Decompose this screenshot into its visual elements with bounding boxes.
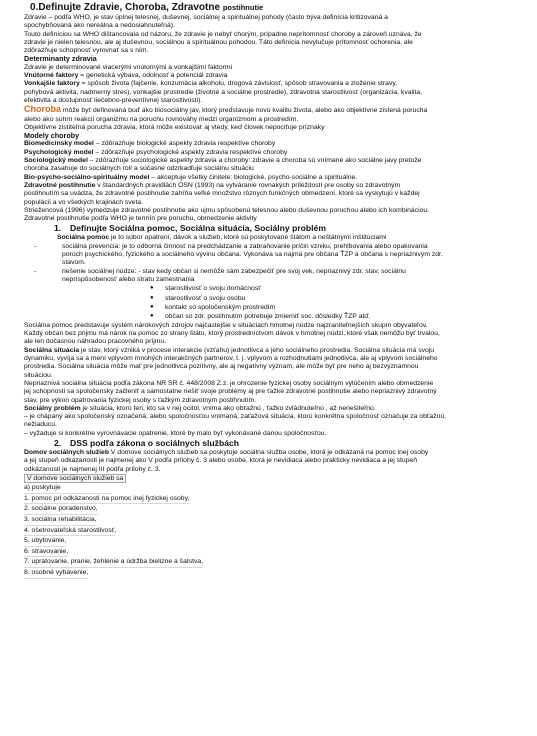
vonkajsie-faktory-1: Vonkajšie faktory = spôsob života (fajčenie, konzumácia alkoholu, drogová závislosť, spôsob stravovania a zloženie stravy, (24, 80, 398, 88)
list-item: 8. osobné vybavenie, (24, 568, 88, 579)
model-psychologicky: Psychologický model – zdôrazňuje psychologické aspekty zdravia respektíve choroby (24, 148, 288, 156)
choroba-line-2: alebo ako súhrn reakcií organizmu na poruchu rovnováhy medzi organizmom a prostredím. (24, 115, 299, 123)
list-item: 5. ubytovanie, (24, 536, 66, 547)
nepriaznive-3: stav, pre výkon opatrovania fyzickej osoby s ťažkým zdravotným postihnutím. (24, 396, 257, 404)
section-2-title: 2. DSS podľa zákona o sociálnych službách (54, 437, 240, 448)
zdravotne-postihnutie-1: Zdravotné postihnutie v štandardných pravidlách OSN (1993) na vytváranie rovnakých príležitostí pre osoby so zdravotným (24, 181, 401, 189)
nepriaznive-2: jej schopnosti sa spoločensky začleniť a samostatne riešiť svoje problémy aj pre ťažké zdravotné postihnutie alebo nepriaznivý zdravotný (24, 388, 437, 396)
zdravie-line-5: zdôrazňuje schopnosť vyrovnať sa s ním. (24, 47, 149, 55)
model-bio-psycho: Bio-psycho-sociálno-spirituálny model – akceptuje všetky činitele: biologické, psycho-sociálne a spirituálne. (24, 173, 358, 181)
determinanty-line: Zdravie je determinované viacerými vnútornými a vonkajšími faktormi (24, 63, 233, 71)
dash-item-nudza: - riešenie sociálnej núdze: - stav kedy občan si nemôže sám zabezpečiť pre svoj vek, nepriaznivý zdr. stav, sociálnu nepríspôsobenosť alebo stratu zamestnania (34, 267, 406, 283)
v-domove-line (24, 474, 527, 483)
list-item: 1. pomoc pri odkázanosti na pomoc inej fyzickej osoby, (24, 494, 189, 505)
para-socialna-pomoc-3: ale len dočasnou náhradou pracovného príjmu. (24, 338, 167, 346)
model-sociologicky: Sociologický model – zdôrazňuje sociologické aspekty zdravia a choroby: zdravie a choroba sú vnímané ako sociálne javy pretože (24, 157, 422, 165)
nepriaznive-1: Nepriaznivá sociálna situácia podľa zákona NR SR č. 448/2008 Z.z. je ohrozenie fyzickej osoby sociálnym vylúčením alebo obmedzenie (24, 379, 434, 387)
socialny-problem-1: Sociálny problém je situácia, ktorú ten, kto sa v nej ocitol, vníma ako obťažnú , ťažko zvládnuteľnú , až neriešiteľnú. (24, 404, 376, 412)
socialna-situacia-2: dynamiku, vyvíja sa a mení vplyvom mnohých interakčných partnerov, t. j. vplyvom a rozhodnutiami jednotlivca, ale aj vplyvom sociálneho (24, 355, 438, 363)
domov-line-3: odkázanosti je najmenej III podľa prílohy č. 3. (24, 465, 161, 473)
text-selection-highlight[interactable]: V domove sociálnych služieb sa (24, 474, 126, 483)
socialna-pomoc-line: Sociálna pomoc je to súbor opatrení, dávok a služieb, ktoré sú poskytované štátom a neštátnymi inštitúciami (57, 234, 387, 242)
socialna-situacia-4: situáciou. (24, 371, 53, 379)
model-sociologicky-cont: choroba zasahuje do sociálnych rolí a súčasne odzrkadľuje sociálnu situáciu (24, 165, 254, 173)
vonkajsie-faktory-3: efektivita a dostupnosť liečebno-preventívnej starostlivosti). (24, 96, 203, 104)
list-item: 7. upratovanie, pranie, žehlenie a údržba bielizne a šatstva, (24, 557, 203, 568)
vonkajsie-faktory-2: pohybová aktivita, nadmerný stres), vonkajšie prostredie (životné a sociálne prostredie), zdravotná starostlivosť (organizácia, kvalita, (24, 88, 423, 96)
zdravie-line-3: Touto definíciou sa WHO dištancovala od názoru, že zdravie je nebyť chorým, prípadne neprítomnosť choroby a zároveň uznáva, že (24, 30, 422, 38)
zdravie-line-4: zdravie je nielen telesnou, ale aj duševnou, sociálnou a spirituálnou pohodou. Táto definícia nevylučuje prítomnosť ochorenia, ale (24, 38, 413, 46)
section-1-title: 1. Definujte Sociálna pomoc, Sociálna situácia, Sociálny problém (54, 223, 326, 234)
choroba-line-3: Objektívne zistiteľná porucha zdravia, ktorá môže existovať aj vtedy, keď človek nepociťuje príznaky (24, 123, 325, 131)
socialny-problem-2: – je chápaný ako spoločenský označená, alebo spoločnosťou vnímaná, zaťažová situácia, ktorú konkrétna spoločnosť označuje za obťažnú, (24, 413, 447, 421)
bullet-item: ● kontakt so spoločenským prostredím (150, 304, 276, 312)
socialny-problem-3: nežiaducu. (24, 421, 57, 429)
list-item: 2. sociálne poradenstvo, (24, 504, 98, 515)
socialna-situacia-1: Sociálna situácia je stav, ktorý vzniká v procese interakcie (vzťahu) jednotlivca a jeho sociálneho prostredia. Sociálna situácia má svoju (24, 346, 435, 354)
vnutorne-faktory: Vnútorné faktory = genetická výbava, odolnosť a potenciál zdravia (24, 72, 228, 80)
bullet-item: ● starostlivosť o svoju osobu (150, 294, 246, 302)
bullet-item: ● starostlivosť o svoju domácnosť (150, 285, 261, 293)
list-item: 3. sociálna rehabilitácia, (24, 515, 97, 526)
zdravie-line-1: Zdravie – podľa WHO, je stav úplnej telesnej, duševnej, sociálnej a spirituálnej pohody (často býva definícia kritizovaná a (24, 14, 388, 21)
model-biomedicinsky: Biomedicínsky model – zdôrazňuje biologické aspekty zdravia respektíve choroby (24, 140, 276, 148)
bullet-item: ● občan so zdr. postihnutím potrebuje zmierniť soc. dôsledky ŤZP atď. (150, 313, 371, 321)
choroba-line-1: Choroba môže byť definovaná buď ako biosociálny jav, ktorý predstavuje novú kvalitu života, alebo ako objektívne zistená porucha (24, 104, 428, 115)
services-list (24, 483, 527, 578)
zdravotne-postihnutie-5: Zdravotné postihnutie podľa WHO je termín pre poruchu, obmedzenie aktivity (24, 215, 257, 223)
domov-line-2: a jej stupeň odkázanosti je najmenej ako V podľa prílohy č. 3 alebo osobe, ktorá je nevidiaca alebo prakticky nevidiaca a jej stupeň (24, 457, 418, 465)
list-item: 4. ošetrovateľská starostlivosť, (24, 526, 116, 537)
modely-title: Modely choroby (24, 131, 80, 141)
section-0-title: 0.Definujte Zdravie, Choroba, Zdravotne postihnutie (30, 2, 264, 13)
determinanty-title: Determinanty zdravia (24, 54, 97, 64)
para-socialna-pomoc-2: Každý občan bez prijmu má nárok na pomoc zo strany štátu, ktorý prostredníctvom dávok v hmotnej núdzi, ktoré však nemôžu byť trvalou, (24, 330, 440, 338)
list-item: a) poskytuje (24, 483, 112, 494)
zdravotne-postihnutie-3: populácii a vo všetkých krajinách sveta. (24, 198, 144, 206)
dash-item-prevencia: - sociálna prevencia: je to odborná činnosť na predchádzanie a zabraňovanie príčin vzniku, prehlbovania alebo opakovania porúch psychického, fyzického a sociálneho vývinu občana. Vykonáva sa najmä pre občana ŤZP a občana s nepriaznivým zdr. stavom. (34, 242, 443, 267)
choroba-heading: Choroba (24, 104, 61, 115)
zdravotne-postihnutie-4: Striežencová (1996) vymedzuje zdravotné postihnutie ako ujmu spôsobenú telesnou alebo duševnou poruchou alebo ich kombináciou. (24, 206, 430, 214)
zdravie-line-2: spochybňovaná ako nereálna a nedosiahnuteľná). (24, 22, 175, 30)
domov-line-1: Domov sociálnych služieb V domove sociálnych služieb sa poskytuje sociálna služba osobe, ktorá je odkázaná na pomoc inej osoby (24, 448, 429, 456)
para-socialna-pomoc-1: Sociálna pomoc predstavuje systém nárokových zdrojov najčastejšie v situáciach hmotnej núdze najzraniteľnejších skupín obyvateľov. (24, 321, 428, 329)
socialny-problem-4: – vyžaduje si konkrétne vyrovnávacie opatrenie, ktoré by malo byť vykonávané danou spoločnosťou. (24, 429, 327, 437)
socialna-situacia-3: prostredia. Sociálna situácia môže mať pre jednotlivca pozitívny, ale aj negatívny význam, ale môže byť pre neho aj bezvýznamnou (24, 363, 419, 371)
list-item: 6. stravovanie, (24, 547, 68, 558)
zdravotne-postihnutie-2: postihnutím sa uvádza, že zdravotné postihnutie zahŕňa veľké množstvo rôznych funkčných obmedzení, ktoré sa vyskytujú v každej (24, 190, 420, 198)
